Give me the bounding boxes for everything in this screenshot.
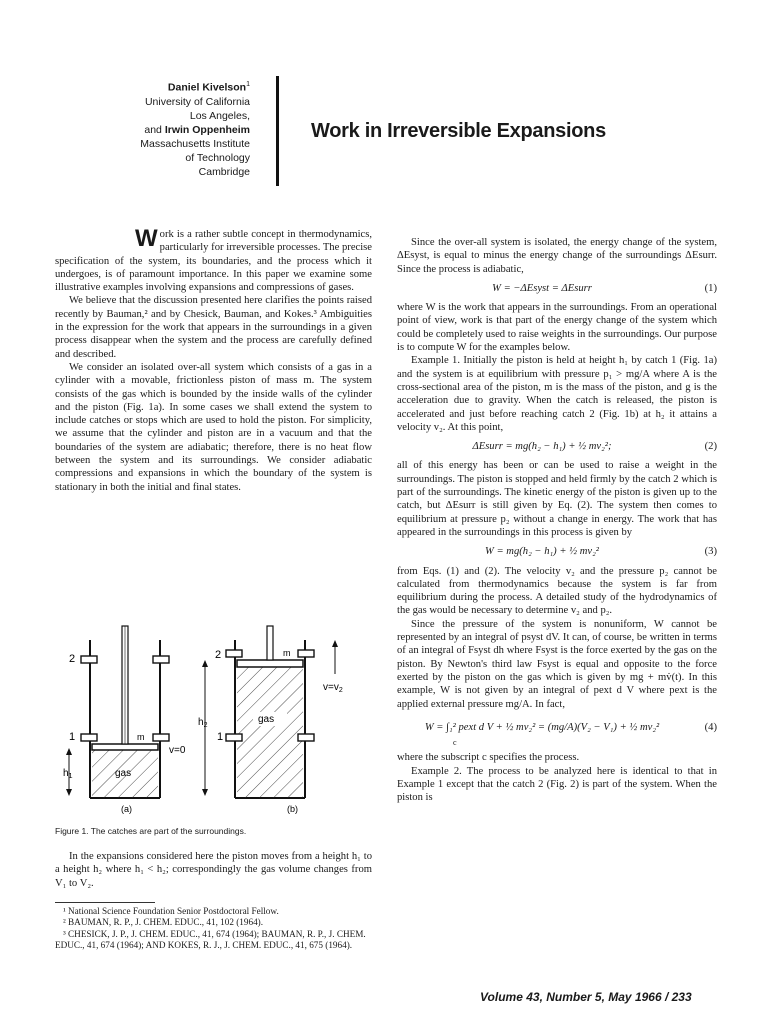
figure-label-b: (b) xyxy=(287,804,298,814)
catch-1-right-a xyxy=(153,734,169,741)
equation-body: W = mg(h₂ − h₁) + ½ mv₂² xyxy=(485,546,599,558)
footnote-divider xyxy=(55,902,155,903)
mass-label-b: m xyxy=(283,648,291,658)
figure-label-a: (a) xyxy=(121,804,132,814)
affiliation-line: of Technology xyxy=(185,151,250,164)
left-column xyxy=(55,225,372,494)
equation-body: ΔEsurr = mg(h₂ − h₁) + ½ mv₂²; xyxy=(472,441,612,453)
paragraph: Example 2. The process to be analyzed here is identical to that in Example 1 except that the catch 2 (Fig. 2) is part of the system. When the piston is xyxy=(397,765,717,804)
author-name-1: Daniel Kivelson xyxy=(167,81,247,94)
equation-2 xyxy=(397,440,717,453)
paragraph: from Eqs. (1) and (2). The velocity v₂ and the pressure p₂ cannot be calculated from thermodynamics because the system is far from equilibrium during the process. A detailed study of the hydrodynamics of the gas would be necessary to determine v₂ and p₂. xyxy=(397,565,717,617)
paragraph: all of this energy has been or can be used to raise a weight in the surroundings. The piston is stopped and held firmly by the catch 2 which is part of the surroundings. The kinetic energy of the piston is given up to the catch, but ΔEsurr is still given by Eq. (2). The system then comes to equilibrium at pressure p₂ without a change in energy. The work that has appeared in the surroundings in this process is given by xyxy=(397,460,717,538)
intro-paragraph xyxy=(55,225,372,294)
catch-1-left-b xyxy=(226,734,242,741)
paragraph: Since the pressure of the system is nonuniform, W cannot be represented by an integral of psyst dV. It can, of course, be written in terms of an integral of Fsyst dh where Fsyst is the force exerted by the gas on the piston. By Newton's third law Fsyst is equal and opposite to the force exerted by the piston on the gas which is given by mg + mv̇(t). In this example, W is not given by an integral of pext d V where pext is the applied external pressure mg/A. In fact, xyxy=(397,618,717,710)
figure-caption: Figure 1. The catches are part of the surroundings. xyxy=(55,826,247,836)
gas-label-b: gas xyxy=(258,714,275,725)
catch-2-label-a: 2 xyxy=(69,653,76,665)
right-column xyxy=(397,236,717,805)
h1-label: $h_1$ xyxy=(63,768,73,780)
catch-1-label-a: 1 xyxy=(69,731,76,743)
paragraph: Example 1. Initially the piston is held at height h₁ by catch 1 (Fig. 1a) and the system is at equilibrium with pressure p₁ > mg/A where A is the cross-sectional area of the piston, m is the mass of the piston, and g is the acceleration due to gravity. When the catch is released, the piston is accelerated and just before reaching catch 2 (Fig. 1b) at h₂ it attains a velocity v₂. At this point, xyxy=(397,355,717,433)
piston-a xyxy=(92,744,158,750)
gas-label-a: gas xyxy=(115,768,132,779)
catch-2-right-a xyxy=(153,656,169,663)
mass-label-a: m xyxy=(137,732,145,742)
paragraph: Since the over-all system is isolated, the energy change of the system, ΔEsyst, is equal to minus the energy change of the surroundings ΔEsurr. Since the process is adiabatic, xyxy=(397,237,717,275)
affiliation-line: Cambridge xyxy=(198,165,250,178)
author-block xyxy=(100,78,250,179)
equation-4 xyxy=(397,721,717,734)
integral-subscript: c xyxy=(453,738,457,748)
paragraph: In the expansions considered here the piston moves from a height h₁ to a height h₂ where h₁ < h₂; correspondingly the gas volume changes from V₁ to V₂. xyxy=(55,851,372,889)
equation-body: W = ∫₁² pext d V + ½ mv₂² = (mg/A)(V₂ − V₁) + ½ mv₂² xyxy=(424,721,660,733)
affiliation-line: Massachusetts Institute xyxy=(140,137,250,150)
equation-body: W = −ΔEsyst = ΔEsurr xyxy=(492,282,592,294)
catch-2-left-a xyxy=(81,656,97,663)
affiliation-line: Los Angeles, xyxy=(189,109,250,122)
page-footer: Volume 43, Number 5, May 1966 / 233 xyxy=(480,990,692,1004)
catch-1-right-b xyxy=(298,734,314,741)
title-divider xyxy=(276,76,279,186)
left-column-lower xyxy=(55,850,372,890)
equation-number: (1) xyxy=(704,282,717,294)
piston-rod-b xyxy=(267,626,273,660)
footnote-2: ² BAUMAN, R. P., J. CHEM. EDUC., 41, 102 (1964). xyxy=(63,917,264,928)
equation-number: (2) xyxy=(704,441,717,453)
footnote-1: ¹ National Science Foundation Senior Postdoctoral Fellow. xyxy=(63,906,279,916)
gas-region-b xyxy=(237,666,303,798)
catch-1-left-a xyxy=(81,734,97,741)
drop-cap: W xyxy=(135,225,158,252)
velocity-v2-label: $v=v_2$ xyxy=(323,682,343,694)
footnotes xyxy=(55,906,372,952)
author-name-2: Irwin Oppenheim xyxy=(164,123,250,136)
paragraph: where the subscript c specifies the process. xyxy=(397,752,580,764)
equation-number: (3) xyxy=(704,546,717,558)
article-title: Work in Irreversible Expansions xyxy=(311,120,606,142)
h2-label: $h_2$ xyxy=(198,717,208,729)
velocity-zero-label: v=0 xyxy=(169,745,186,756)
catch-2-label-b: 2 xyxy=(215,649,222,661)
catch-2-left-b xyxy=(226,650,242,657)
equation-3 xyxy=(397,545,717,558)
author-footnote-mark: 1 xyxy=(246,81,250,88)
equation-1 xyxy=(397,282,717,295)
piston-b xyxy=(237,660,303,667)
paragraph: We believe that the discussion presented here clarifies the points raised recently by Bauman,² and by Chesick, Bauman, and Kokes.³ Ambiguities in the expression for the work that appears in the surroundings in a given process disappear when the system and the process are carefully defined and described. xyxy=(55,295,372,360)
footnote-3: ³ CHESICK, J. P., J. CHEM. EDUC., 41, 674 (1964); BAUMAN, R. P., J. CHEM. EDUC., 41, 674 (1964); AND KOKES, R. J., J. CHEM. EDUC., 41, 675 (1964). xyxy=(55,928,366,951)
catch-2-right-b xyxy=(298,650,314,657)
paragraph: where W is the work that appears in the surroundings. From an operational point of view, work is that part of the energy change of the system which could be completely used to raise weights in the surroundings. Our purpose is to compute W for the examples below. xyxy=(397,302,717,354)
author-and: and xyxy=(144,123,162,136)
affiliation-line: University of California xyxy=(144,95,250,108)
figure-1-diagram xyxy=(55,620,385,820)
paragraph-text: ork is a rather subtle concept in thermodynamics, particularly for irreversible processes. The precise specification of the system, its boundaries, and the process which it undergoes, is of paramount importance. In this paper we examine some illustrative examples involving expansions and compressions of gases. xyxy=(55,229,372,294)
paragraph: We consider an isolated over-all system which consists of a gas in a cylinder with a movable, frictionless piston of mass m. The system consists of the gas which is bounded by the inside walls of the cylinder and the piston (Fig. 1a). In some cases we shall extend the system to include catches or stops which are used to hold the piston. For simplicity, we assume that the cylinder and piston are in a vacuum and that the boundaries of the system are adiabatic; therefore, there is no heat flow between the system and its surroundings. We consider adiabatic compressions and expansions in which the boundary of the system is stationary in both the initial and final states. xyxy=(55,361,372,493)
catch-1-label-b: 1 xyxy=(217,731,224,743)
equation-number: (4) xyxy=(704,721,717,733)
